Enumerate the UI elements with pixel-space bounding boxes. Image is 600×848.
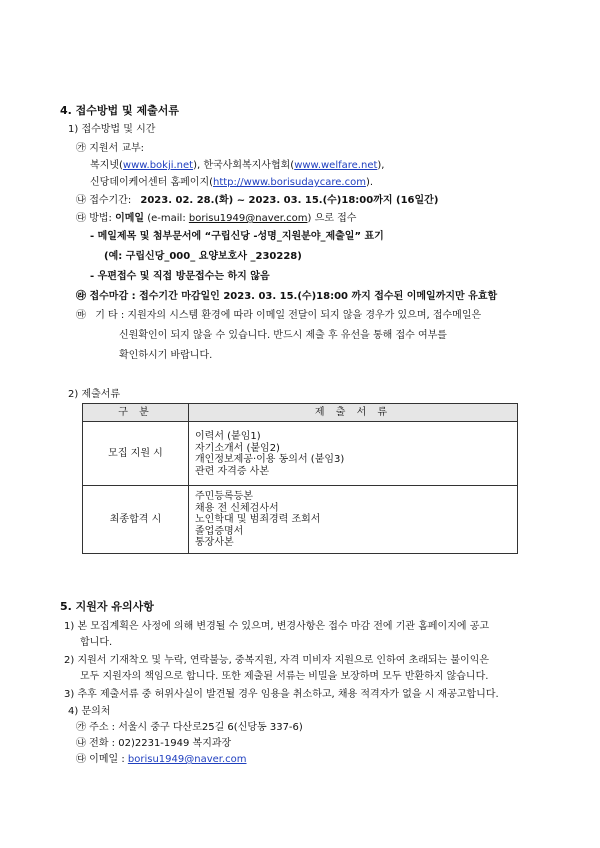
item-da-label: 방법:: [89, 213, 116, 224]
deadline-note: ㉱ 접수마감 : 접수기간 마감일인 2023. 03. 15.(수)18:00 까지 접수된 이메일까지만 유효함: [76, 291, 498, 302]
text: ) 으로 접수: [307, 213, 357, 224]
contact-email-link[interactable]: borisu1949@naver.com: [127, 754, 247, 765]
document-item: 노인학대 및 범죄경력 조회서: [195, 514, 321, 526]
document-item: 통장사본: [195, 537, 234, 549]
apply-form-sources-line-1: [90, 160, 385, 172]
text: ㉰ 이메일 :: [76, 754, 128, 765]
row-documents: [189, 486, 518, 554]
item-ma: [76, 310, 481, 322]
subsection-2-heading: 2) 제출서류: [68, 389, 121, 400]
contact-address: ㉮ 주소 : 서울시 중구 다산로25길 6(신당동 337-6): [76, 722, 303, 733]
notice-1-line-1: 1) 본 모집계획은 사정에 의해 변경될 수 있으며, 변경사항은 접수 마감 전에 기관 홈페이지에 공고: [64, 621, 490, 632]
notice-3: 3) 추후 제출서류 중 허위사실이 발견될 경우 임용을 취소하고, 채용 적격자가 없을 시 재공고합니다.: [64, 689, 499, 700]
row-documents: [189, 422, 518, 486]
mail-subject-rule: - 메일제목 및 첨부문서에 “구립신당 -성명_지원분야_제출일” 표기: [90, 231, 384, 242]
item-na-label: 접수기간:: [89, 195, 132, 206]
text: ),: [377, 160, 385, 171]
document-item: 졸업증명서: [195, 525, 244, 537]
document-item: 자기소개서 (붙임2): [195, 442, 280, 454]
homepage-link[interactable]: http://www.borisudaycare.com: [213, 177, 366, 188]
no-post-rule: - 우편접수 및 직접 방문접수는 하지 않음: [90, 271, 270, 282]
contact-email: [76, 754, 247, 766]
application-period: 2023. 02. 28.(화) ~ 2023. 03. 15.(수)18:00까지 (16일간): [140, 195, 439, 206]
item-ma-line-3: 확인하시기 바랍니다.: [119, 350, 213, 361]
email-link[interactable]: borisu1949@naver.com: [188, 213, 308, 224]
notice-2-line-2: 모두 지원자의 책임으로 합니다. 또한 제출된 서류는 비밀을 보장하며 모두 반환하지 않습니다.: [80, 671, 489, 682]
documents-table: [82, 403, 518, 554]
item-ma-line-2: 신원확인이 되지 않을 수 있습니다. 반드시 제출 후 유선을 통해 접수 여부를: [119, 330, 447, 341]
table-row: [83, 422, 518, 486]
mail-subject-example: (예: 구립신당_000_ 요양보호사 _230228): [104, 251, 302, 262]
header-category: 구 분: [83, 404, 189, 422]
item-na-mark: ㉯: [76, 195, 86, 206]
notice-2-line-1: 2) 지원서 기재착오 및 누락, 연락불능, 중복지원, 자격 미비자 지원으로 인하여 초래되는 불이익은: [64, 655, 490, 666]
item-ma-mark: ㉲: [76, 310, 86, 321]
document-item: 채용 전 신체검사서: [195, 502, 279, 514]
text: (e-mail:: [144, 213, 189, 224]
text: ), 한국사회복지사협회(: [193, 160, 295, 171]
document-item: 이력서 (붙임1): [195, 431, 261, 442]
document-item: 관련 자격증 사본: [195, 465, 269, 477]
bokji-link[interactable]: www.bokji.net: [122, 160, 194, 171]
item-na: [76, 195, 438, 207]
item-ga-label: 지원서 교부:: [89, 143, 145, 154]
table-row: [83, 486, 518, 554]
document-item: 개인정보제공·이용 동의서 (붙임3): [195, 454, 345, 465]
item-da-mark: ㉰: [76, 213, 86, 224]
apply-form-sources-line-2: [90, 177, 373, 189]
item-ga-mark: ㉮: [76, 143, 86, 154]
text: 복지넷(: [90, 160, 123, 171]
header-documents: 제 출 서 류: [189, 404, 518, 422]
text: ).: [365, 177, 374, 188]
row-category: 모집 지원 시: [83, 422, 189, 486]
document-item: 주민등록등본: [195, 491, 253, 503]
section-5-title: 5. 지원자 유의사항: [60, 600, 154, 613]
subsection-1-heading: 1) 접수방법 및 시간: [68, 124, 156, 135]
contact-phone: ㉯ 전화 : 02)2231-1949 복지과장: [76, 738, 232, 749]
welfare-link[interactable]: www.welfare.net: [294, 160, 378, 171]
item-da: [76, 213, 356, 225]
item-ga: [76, 143, 144, 155]
contact-heading: 4) 문의처: [68, 706, 111, 717]
text: 신당데이케어센터 홈페이지(: [90, 177, 213, 188]
row-category: 최종합격 시: [83, 486, 189, 554]
method-email: 이메일: [115, 213, 145, 224]
item-ma-line-1: 기 타 : 지원자의 시스템 환경에 따라 이메일 전달이 되지 않을 경우가 있으며, 접수메일은: [95, 310, 482, 321]
table-header-row: [83, 404, 518, 422]
notice-1-line-2: 합니다.: [80, 637, 113, 648]
section-4-title: 4. 접수방법 및 제출서류: [60, 104, 179, 117]
